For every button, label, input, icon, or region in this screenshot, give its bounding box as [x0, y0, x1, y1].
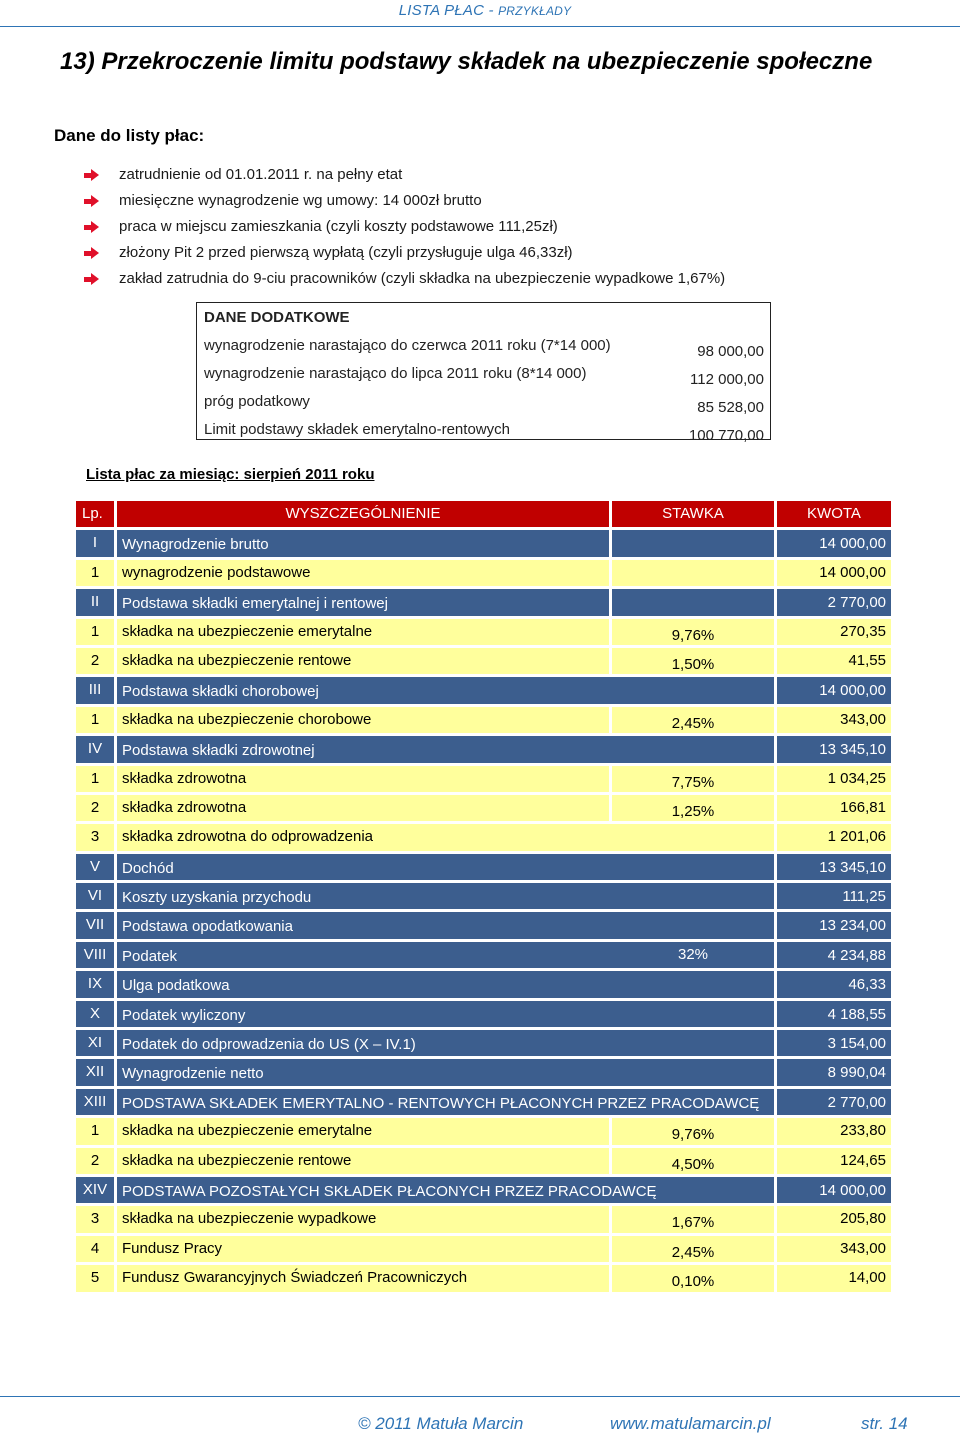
table-row — [76, 529, 891, 558]
table-header-row — [76, 500, 891, 529]
row-description: Podatek do odprowadzenia do US (X – IV.1) — [117, 1030, 774, 1056]
row-amount: 41,55 — [777, 648, 891, 674]
extra-heading-row — [197, 303, 770, 331]
row-lp: 2 — [76, 1148, 114, 1174]
row-amount: 4 234,88 — [777, 942, 891, 968]
bullet-text: zatrudnienie od 01.01.2011 r. na pełny etat — [119, 166, 403, 183]
table-row — [76, 1205, 891, 1234]
row-description: Koszty uzyskania przychodu — [117, 883, 774, 909]
row-amount: 270,35 — [777, 619, 891, 645]
arrow-right-icon — [84, 221, 99, 234]
row-lp: XII — [76, 1059, 114, 1085]
extra-row-label: wynagrodzenie narastająco do czerwca 2011 roku (7*14 000) — [204, 337, 611, 354]
row-description: PODSTAWA SKŁADEK EMERYTALNO - RENTOWYCH PŁACONYCH PRZEZ PRACODAWCĘ — [117, 1089, 774, 1115]
table-row — [76, 970, 891, 999]
row-amount: 343,00 — [777, 707, 891, 733]
header-amount: KWOTA — [777, 501, 891, 527]
row-lp: 1 — [76, 707, 114, 733]
row-description: Wynagrodzenie netto — [117, 1059, 774, 1085]
row-description: Podatek — [117, 942, 774, 968]
bullet-list — [84, 162, 725, 292]
row-lp: 2 — [76, 795, 114, 821]
row-lp: 2 — [76, 648, 114, 674]
bullet-item — [84, 266, 725, 292]
row-description: składka na ubezpieczenie emerytalne — [117, 1118, 609, 1144]
bullet-text: zakład zatrudnia do 9-ciu pracowników (czyli składka na ubezpieczenie wypadkowe 1,67%) — [119, 270, 726, 287]
footer-divider — [0, 1396, 960, 1397]
table-row — [76, 588, 891, 617]
table-row — [76, 794, 891, 823]
row-description: Podstawa składki emerytalnej i rentowej — [117, 589, 609, 615]
row-description: Fundusz Pracy — [117, 1236, 609, 1262]
bullet-item — [84, 240, 725, 266]
row-lp: II — [76, 589, 114, 615]
row-rate: 1,50% — [612, 648, 774, 674]
table-row — [76, 911, 891, 940]
arrow-right-icon — [84, 273, 99, 286]
row-lp: 4 — [76, 1236, 114, 1262]
row-lp: X — [76, 1001, 114, 1027]
table-row — [76, 853, 891, 882]
payroll-list-title: Lista płac za miesiąc: sierpień 2011 roku — [86, 466, 375, 483]
table-row — [76, 1176, 891, 1205]
extra-row-value: 100 770,00 — [688, 427, 764, 444]
table-row — [76, 1117, 891, 1146]
row-amount: 1 034,25 — [777, 766, 891, 792]
extra-row — [197, 331, 770, 359]
row-amount: 343,00 — [777, 1236, 891, 1262]
row-lp: I — [76, 530, 114, 556]
bullet-item — [84, 188, 725, 214]
row-lp: XI — [76, 1030, 114, 1056]
row-rate: 1,25% — [612, 795, 774, 821]
row-amount: 2 770,00 — [777, 589, 891, 615]
extra-row-value: 112 000,00 — [690, 371, 764, 388]
bullet-item — [84, 162, 725, 188]
extra-row — [197, 387, 770, 415]
row-amount: 14,00 — [777, 1265, 891, 1291]
row-lp: IV — [76, 736, 114, 762]
extra-row-label: Limit podstawy składek emerytalno-rentowych — [204, 421, 510, 438]
row-amount: 13 345,10 — [777, 854, 891, 880]
row-rate: 0,10% — [612, 1265, 774, 1291]
row-rate: 1,67% — [612, 1206, 774, 1232]
table-row — [76, 941, 891, 970]
row-lp: 5 — [76, 1265, 114, 1291]
row-description: Podatek wyliczony — [117, 1001, 774, 1027]
row-description: Ulga podatkowa — [117, 971, 774, 997]
row-amount: 13 234,00 — [777, 912, 891, 938]
row-lp: 1 — [76, 766, 114, 792]
extra-row-label: wynagrodzenie narastająco do lipca 2011 roku (8*14 000) — [204, 365, 587, 382]
row-amount: 14 000,00 — [777, 677, 891, 703]
row-description: składka na ubezpieczenie wypadkowe — [117, 1206, 609, 1232]
table-row — [76, 1264, 891, 1293]
section-subtitle: Dane do listy płac: — [54, 126, 205, 145]
bullet-text: praca w miejscu zamieszkania (czyli koszty podstawowe 111,25zł) — [119, 218, 558, 235]
row-amount: 3 154,00 — [777, 1030, 891, 1056]
row-rate: 9,76% — [612, 619, 774, 645]
table-row — [76, 706, 891, 735]
row-rate: 32% — [677, 945, 709, 963]
arrow-right-icon — [84, 195, 99, 208]
row-description: Dochód — [117, 854, 774, 880]
header-main: LISTA PŁAC - — [398, 2, 499, 19]
row-amount: 166,81 — [777, 795, 891, 821]
row-lp: 3 — [76, 824, 114, 850]
extra-data-box — [196, 302, 771, 444]
row-lp: VIII — [76, 942, 114, 968]
table-row — [76, 882, 891, 911]
page-title: 13) Przekroczenie limitu podstawy składek na ubezpieczenie społeczne — [60, 48, 873, 75]
row-amount: 2 770,00 — [777, 1089, 891, 1115]
row-rate — [612, 560, 774, 586]
row-lp: XIII — [76, 1089, 114, 1115]
footer-page-number: str. 14 — [861, 1414, 908, 1433]
row-amount: 205,80 — [777, 1206, 891, 1232]
row-rate: 9,76% — [612, 1118, 774, 1144]
row-description: Podstawa składki zdrowotnej — [117, 736, 774, 762]
table-row — [76, 735, 891, 764]
payroll-table — [76, 500, 891, 1294]
row-rate: 2,45% — [612, 1236, 774, 1262]
row-description: Wynagrodzenie brutto — [117, 530, 609, 556]
row-amount: 14 000,00 — [777, 530, 891, 556]
extra-heading: DANE DODATKOWE — [204, 309, 350, 326]
row-description: składka zdrowotna — [117, 766, 609, 792]
row-amount: 14 000,00 — [777, 560, 891, 586]
extra-row-label: próg podatkowy — [204, 393, 310, 410]
arrow-right-icon — [84, 247, 99, 260]
row-description: wynagrodzenie podstawowe — [117, 560, 609, 586]
table-row — [76, 1029, 891, 1058]
row-amount: 1 201,06 — [777, 824, 891, 850]
row-lp: 1 — [76, 1118, 114, 1144]
row-rate: 7,75% — [612, 766, 774, 792]
row-lp: IX — [76, 971, 114, 997]
row-lp: VI — [76, 883, 114, 909]
row-amount: 4 188,55 — [777, 1001, 891, 1027]
header-lp: Lp. — [76, 501, 114, 527]
extra-row — [197, 415, 770, 443]
row-lp: III — [76, 677, 114, 703]
bullet-item — [84, 214, 725, 240]
table-row — [76, 823, 891, 852]
row-description: Podstawa składki chorobowej — [117, 677, 774, 703]
row-description: PODSTAWA POZOSTAŁYCH SKŁADEK PŁACONYCH PRZEZ PRACODAWCĘ — [117, 1177, 774, 1203]
row-rate: 4,50% — [612, 1148, 774, 1174]
table-row — [76, 1000, 891, 1029]
header-rate: STAWKA — [612, 501, 774, 527]
table-row — [76, 1235, 891, 1264]
header-divider — [0, 26, 960, 27]
row-lp: 1 — [76, 560, 114, 586]
row-description: składka zdrowotna do odprowadzenia — [117, 824, 774, 850]
footer-copyright: © 2011 Matuła Marcin — [358, 1414, 524, 1433]
header-description: WYSZCZEGÓLNIENIE — [117, 501, 609, 527]
row-amount: 111,25 — [777, 883, 891, 909]
row-description: Podstawa opodatkowania — [117, 912, 774, 938]
row-description: składka na ubezpieczenie rentowe — [117, 648, 609, 674]
extra-row-value: 98 000,00 — [697, 343, 764, 360]
row-description: składka zdrowotna — [117, 795, 609, 821]
row-amount: 8 990,04 — [777, 1059, 891, 1085]
table-row — [76, 647, 891, 676]
row-lp: XIV — [76, 1177, 114, 1203]
page-header — [0, 2, 960, 19]
row-lp: VII — [76, 912, 114, 938]
row-amount: 46,33 — [777, 971, 891, 997]
extra-row — [197, 359, 770, 387]
row-rate — [612, 589, 774, 615]
row-description: Fundusz Gwarancyjnych Świadczeń Pracowniczych — [117, 1265, 609, 1291]
row-amount: 124,65 — [777, 1148, 891, 1174]
arrow-right-icon — [84, 169, 99, 182]
row-rate — [612, 530, 774, 556]
bullet-text: złożony Pit 2 przed pierwszą wypłatą (czyli przysługuje ulga 46,33zł) — [119, 244, 573, 261]
row-lp: 3 — [76, 1206, 114, 1232]
table-row — [76, 1147, 891, 1176]
row-description: składka na ubezpieczenie rentowe — [117, 1148, 609, 1174]
row-lp: 1 — [76, 619, 114, 645]
header-small: PRZYKŁADY — [498, 4, 572, 18]
row-description: składka na ubezpieczenie chorobowe — [117, 707, 609, 733]
table-row — [76, 1058, 891, 1087]
footer-website: www.matulamarcin.pl — [610, 1414, 771, 1433]
table-row — [76, 559, 891, 588]
row-description: składka na ubezpieczenie emerytalne — [117, 619, 609, 645]
row-amount: 13 345,10 — [777, 736, 891, 762]
table-row — [76, 765, 891, 794]
table-row — [76, 618, 891, 647]
row-amount: 233,80 — [777, 1118, 891, 1144]
row-rate: 2,45% — [612, 707, 774, 733]
row-lp: V — [76, 854, 114, 880]
row-amount: 14 000,00 — [777, 1177, 891, 1203]
extra-row-value: 85 528,00 — [697, 399, 764, 416]
table-row — [76, 676, 891, 705]
table-row — [76, 1088, 891, 1117]
bullet-text: miesięczne wynagrodzenie wg umowy: 14 000zł brutto — [119, 192, 482, 209]
